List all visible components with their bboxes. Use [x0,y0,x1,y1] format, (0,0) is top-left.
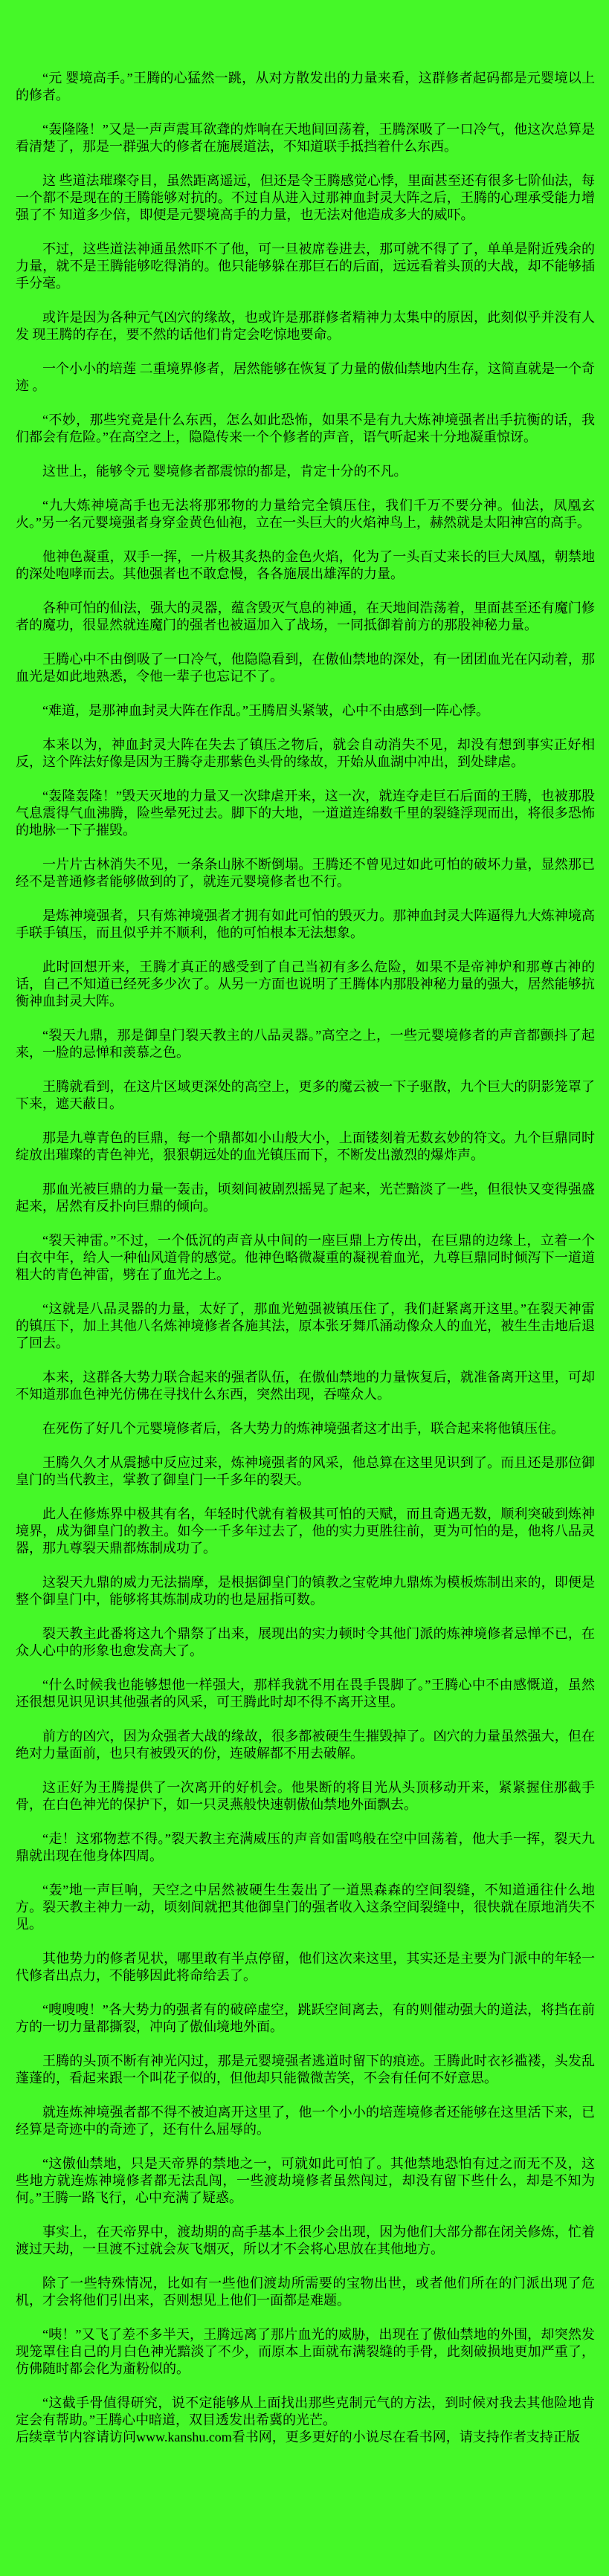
paragraph: 此人在修炼界中极其有名，年轻时代就有着极其可怕的天赋，而且奇遇无数，顺利突破到炼神境界，成为御皇门的教主。如今一千多年过去了，他的实力更胜往前，更为可怕的是，他将八品灵器，那九尊裂天鼎都炼制成功了。 [16,1507,595,1556]
paragraph: 是炼神境强者，只有炼神境强者才拥有如此可怕的毁灭力。那神血封灵大阵逼得九大炼神境高手联手镇压，而且似乎并不顺利，他的可怕根本无法想象。 [16,908,595,940]
paragraph: 这世上，能够令元 婴境修者都震惊的都是，肯定十分的不凡。 [42,464,407,479]
paragraph: “什么时候我也能够想他一样强大，那样我就不用在畏手畏脚了。”王腾心中不由感慨道，虽然还很想见识见识其他强者的风采，可王腾此时却不得不离开这里。 [16,1677,595,1709]
paragraph: “九大炼神境高手也无法将那邪物的力量给完全镇压住，我们千万不要分神。仙法，凤凰玄火。”另一名元婴境强者身穿金黄色仙袍，立在一头巨大的火焰神鸟上，赫然就是太阳神宫的高手。 [16,498,595,530]
paragraph: 裂天教主此番将这九个鼎祭了出来，展现出的实力顿时令其他门派的炼神境修者忌惮不已，在众人心中的形象也愈发高大了。 [16,1626,595,1658]
paragraph: 他神色凝重，双手一挥，一片极其炙热的金色火焰，化为了一头百丈来长的巨大凤凰，朝禁地的深处咆哮而去。其他强者也不敢怠慢，各各施展出雄浑的力量。 [16,549,595,581]
paragraph: “轰”地一声巨响，天空之中居然被硬生生轰出了一道黑森森的空间裂缝，不知道通往什么地方。裂天教主神力一动，顷刻间就把其他御皇门的强者收入这条空间裂缝中，很快就在原地消失不见。 [16,1883,595,1932]
paragraph: 那是九尊青色的巨鼎，每一个鼎都如小山般大小，上面镂刻着无数玄妙的符文。九个巨鼎同时绽放出璀璨的青色神光，狠狠朝远处的血光镇压而下，不断发出激烈的爆炸声。 [16,1130,595,1162]
chapter-text [16,70,595,2446]
paragraph: 这正好为王腾提供了一次离开的好机会。他果断的将目光从头顶移动开来，紧紧握住那截手骨，在白色神光的保护下，如一只灵燕般快速朝傲仙禁地外面飘去。 [16,1780,595,1812]
paragraph: 其他势力的修者见状，哪里敢有半点停留，他们这次来这里，其实还是主要为门派中的年轻一代修者出点力，不能够因此将命给丢了。 [16,1951,595,1983]
paragraph: 本来以为，神血封灵大阵在失去了镇压之物后，就会自动消失不见，却没有想到事实正好相反，这个阵法好像是因为王腾夺走那紫色头骨的缘故，开始从血湖中冲出，到处肆虐。 [16,737,595,769]
paragraph: “裂天神雷。”不过，一个低沉的声音从中间的一座巨鼎上方传出，在巨鼎的边缘上，立着一个白衣中年，给人一种仙风道骨的感觉。他神色略微凝重的凝视着血光，九尊巨鼎同时倾泻下一道道粗大的青色神雷，劈在了血光之上。 [16,1233,595,1282]
paragraph: 除了一些特殊情况，比如有一些他们渡劫所需要的宝物出世，或者他们所在的门派出现了危机，才会将他们引出来，否则想见上他们一面都是难题。 [16,2276,595,2308]
paragraph: 后续章节内容请访问www.kanshu.com看书网，更多更好的小说尽在看书网，请支持作者支持正版 [16,2430,580,2444]
paragraph: 王腾的头顶不断有神光闪过，那是元婴境强者逃道时留下的痕迹。王腾此时衣衫褴褛，头发乱蓬蓬的，看起来跟一个叫花子似的，但他却只能微微苦笑，不会有任何不好意思。 [16,2054,595,2085]
paragraph: “轰隆轰隆！”毁天灭地的力量又一次肆虐开来，这一次，就连夺走巨石后面的王腾，也被那股气息震得气血沸腾，险些晕死过去。脚下的大地，一道道连绵数千里的裂缝浮现而出，将很多恐怖的地脉一下子摧毁。 [16,789,595,838]
paragraph: 一个小小的培莲 二重境界修者，居然能够在恢复了力量的傲仙禁地内生存，这简直就是一个奇迹 。 [16,361,595,393]
paragraph: 王腾久久才从震撼中反应过来，炼神境强者的风采，他总算在这里见识到了。而且还是那位御皇门的当代教主，掌教了御皇门一千多年的裂天。 [16,1455,595,1487]
paragraph: 就连炼神境强者都不得不被迫离开这里了，他一个小小的培莲境修者还能够在这里活下来，已经算是奇迹中的奇迹了，还有什么屈辱的。 [16,2105,595,2137]
paragraph: 此时回想开来，王腾才真正的感受到了自己当初有多么危险，如果不是帝神炉和那尊古神的话，自己不知道已经死多少次了。从另一方面也说明了王腾体内那股神秘力量的强大，居然能够抗衡神血封灵大阵。 [16,959,595,1009]
paragraph: “难道，是那神血封灵大阵在作乱。”王腾眉头紧皱，心中不由感到一阵心悸。 [42,703,489,718]
paragraph: 王腾心中不由倒吸了一口冷气，他隐隐看到，在傲仙禁地的深处，有一团团血光在闪动着，那血光是如此地熟悉，令他一辈子也忘记不了。 [16,652,595,684]
paragraph: 王腾就看到，在这片区域更深处的高空上，更多的魔云被一下子驱散，九个巨大的阴影笼罩了下来，遮天蔽日。 [16,1079,595,1111]
paragraph: 前方的凶穴，因为众强者大战的缘故，很多都被硬生生摧毁掉了。凶穴的力量虽然强大，但在绝对力量面前，也只有被毁灭的份，连破解都不用去破解。 [16,1729,595,1761]
paragraph: 本来，这群各大势力联合起来的强者队伍，在傲仙禁地的力量恢复后，就准备离开这里，可却不知道那血色神光仿佛在寻找什么东西，突然出现，吞噬众人。 [16,1370,595,1402]
paragraph: “不妙，那些究竟是什么东西，怎么如此恐怖，如果不是有九大炼神境强者出手抗衡的话，我 们都会有危险。”在高空之上，隐隐传来一个个修者的声音，语气听起来十分地凝重惊讶。 [16,412,595,444]
paragraph: “轰隆隆！”又是一声声震耳欲聋的炸响在天地间回荡着，王腾深吸了一口冷气，他这次总算是看清楚了，那是一群强大的修者在施展道法，不知道联手抵挡着什么东西。 [16,122,595,154]
paragraph: “元 婴境高手。”王腾的心猛然一跳，从对方散发出的力量来看，这群修者起码都是元婴境以上的修者。 [16,71,595,103]
paragraph: 这裂天九鼎的威力无法揣摩，是根据御皇门的镇教之宝乾坤九鼎炼为模板炼制出来的，即便是整个御皇门中，能够将其炼制成功的也是屈指可数。 [16,1575,595,1607]
paragraph: “裂天九鼎，那是御皇门裂天教主的八品灵器。”高空之上，一些元婴境修者的声音都颤抖了起来，一脸的忌惮和羡慕之色。 [16,1028,595,1060]
paragraph: 不过，这些道法神通虽然吓不了他，可一旦被席卷进去，那可就不得了了，单单是附近残余的力量，就不是王腾能够吃得消的。他只能够躲在那巨石的后面，远远看着头顶的大战，却不能够插手分毫。 [16,242,595,291]
paragraph: “走！这邪物惹不得。”裂天教主充满威压的声音如雷鸣般在空中回荡着，他大手一挥，裂天九鼎就出现在他身体四周。 [16,1831,595,1863]
paragraph: “咦！”又飞了差不多半天，王腾远离了那片血光的威胁，出现在了傲仙禁地的外围，却突然发现笼罩住自己的月白色神光黯淡了不少，而原本上面就布满裂缝的手骨，此刻破损地更加严重了，仿佛随时都会化为齑粉似的。 [16,2327,595,2376]
paragraph: 在死伤了好几个元婴境修者后，各大势力的炼神境强者这才出手，联合起来将他镇压住。 [42,1421,564,1436]
paragraph: 一片片古林消失不见，一条条山脉不断倒塌。王腾还不曾见过如此可怕的破坏力量，显然那已经不是普通修者能够做到的了，就连元婴境修者也不行。 [16,857,595,889]
paragraph: 各种可怕的仙法，强大的灵器，蕴含毁灭气息的神通，在天地间浩荡着，里面甚至还有魔门修者的魔功，很显然就连魔门的强者也被逼加入了战场，一同抵御着前方的那股神秘力量。 [16,601,595,632]
paragraph: 事实上，在天帝界中，渡劫期的高手基本上很少会出现，因为他们大部分都在闭关修炼，忙着渡过天劫，一旦渡不过就会灰飞烟灭，所以才不会将心思放在其他地方。 [16,2224,595,2256]
paragraph: 或许是因为各种元气凶穴的缘故，也或许是那群修者精神力太集中的原因，此刻似乎并没有人发 现王腾的存在，要不然的话他们肯定会吃惊地要命。 [16,310,595,342]
paragraph: “嗖嗖嗖！”各大势力的强者有的破碎虚空，跳跃空间离去，有的则催动强大的道法，将挡在前方的一切力量都撕裂，冲向了傲仙境地外面。 [16,2002,595,2034]
paragraph: “这傲仙禁地，只是天帝界的禁地之一，可就如此可怕了。其他禁地恐怕有过之而无不及，这些地方就连炼神境修者都无法乱闯，一些渡劫境修者虽然闯过，却没有留下些什么，却是不知为何。”王腾一路飞行，心中充满了疑惑。 [16,2156,595,2205]
paragraph: “这截手骨值得研究，说不定能够从上面找出那些克制元气的方法，到时候对我去其他险地肯定会有帮助。”王腾心中暗道，双目透发出希冀的光芒。 [16,2395,595,2427]
paragraph: 这 些道法璀璨夺目，虽然距离遥远，但还是令王腾感觉心悸，里面甚至还有很多七阶仙法，每一个都不是现在的王腾能够对抗的。不过自从进入过那神血封灵大阵之后，王腾的心理承受能力增强了不 知道多少倍，即便是元婴境高手的力量，也无法对他造成多大的威吓。 [16,173,595,222]
paragraph: “这就是八品灵器的力量，太好了，那血光勉强被镇压住了，我们赶紧离开这里。”在裂天神雷的镇压下，加上其他八名炼神境修者各施其法，原本张牙舞爪涌动像众人的血光，被生生击地后退了回去。 [16,1301,595,1350]
paragraph: 那血光被巨鼎的力量一轰击，顷刻间被剧烈摇晃了起来，光芒黯淡了一些，但很快又变得强盛起来，居然有反扑向巨鼎的倾向。 [16,1182,595,1214]
